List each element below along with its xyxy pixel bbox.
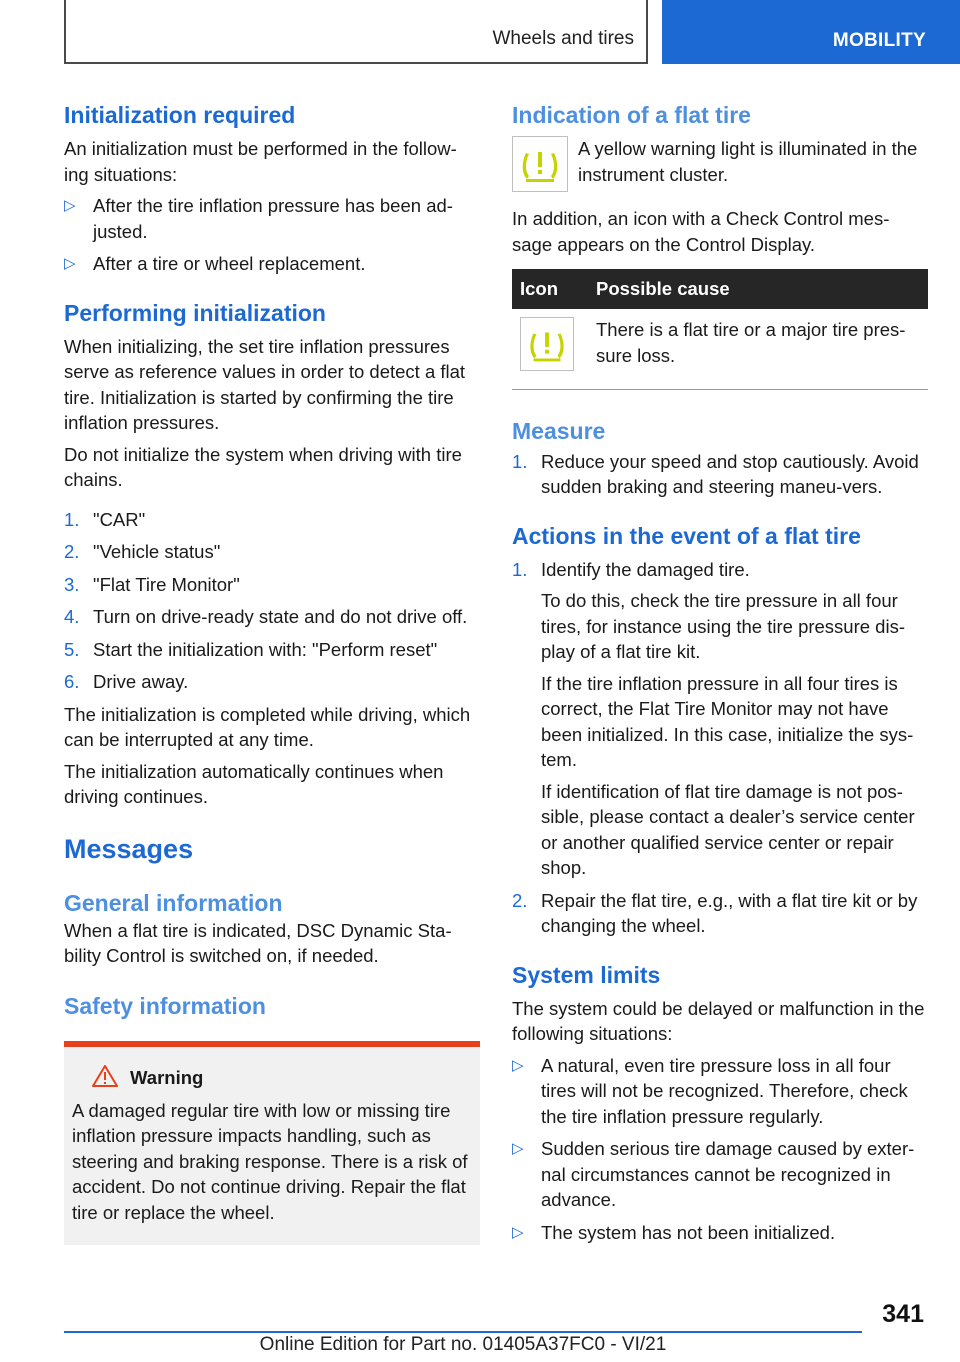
heading-actions-flat-tire: Actions in the event of a flat tire [512, 522, 861, 549]
warning-text: A damaged regular tire with low or missing tire inflation pressure impacts handling, such as steering and braking response. There is a risk of accident. Do not continue driving. Repair the flat tire or replace the wheel. [72, 1099, 468, 1223]
performing-p1: When initializing, the set tire inflation pressures serve as reference values in order to detect a flat tire. Initialization is started by confirming the tire inflation pressures. [64, 335, 466, 433]
warning-label: Warning [130, 1067, 204, 1088]
footer-edition: Online Edition for Part no. 01405A37FC0 - VI/21 [259, 1334, 667, 1355]
table-cell-cause: There is a flat tire or a major tire pres-sure loss. [588, 309, 928, 389]
page-number: 341 [882, 1300, 924, 1328]
performing-p3: The initialization is completed while driving, which can be interrupted at any time. [64, 703, 471, 750]
general-information-text: When a flat tire is indicated, DSC Dynamic Sta-bility Control is switched on, if needed. [64, 919, 452, 966]
possible-cause-table [512, 269, 928, 390]
limits-intro: The system could be delayed or malfunction in the following situations: [512, 997, 925, 1044]
list-item: ▷ After the tire inflation pressure has been ad-justed. [64, 195, 453, 242]
tire-pressure-warning-icon [512, 136, 568, 192]
heading-general-information: General information [64, 889, 283, 916]
table-row [512, 309, 928, 389]
list-item: 6. Drive away. [64, 671, 189, 692]
warning-triangle-icon [92, 1065, 118, 1092]
left-column [64, 100, 480, 1245]
performing-p2: Do not initialize the system when driving with tire chains. [64, 443, 462, 490]
list-item: ▷ A natural, even tire pressure loss in all four tires will not be recognized. Therefore, check the tire inflation pressure regularly. [512, 1054, 908, 1127]
right-column [512, 100, 928, 1252]
header-chapter-tab[interactable] [662, 0, 960, 64]
triangle-right-icon: ▷ [64, 197, 76, 214]
list-item: 2. Repair the flat tire, e.g., with a flat tire kit or by changing the wheel. [512, 889, 918, 936]
heading-indication-flat-tire: Indication of a flat tire [512, 102, 751, 128]
triangle-right-icon: ▷ [512, 1056, 524, 1074]
list-item: 1. Identify the damaged tire. To do this, check the tire pressure in all four tires, for instance using the tire pressure dis-play of a flat tire kit. If the tire inflation pressure in all four tires is correct, the Flat Tire Monitor may not have been initialized. In this case, initialize the sys-tem. If identification of flat tire damage is not pos-sible, please contact a dealer’s service center or another qualified service center or repair shop. [512, 558, 915, 878]
heading-measure: Measure [512, 417, 606, 444]
header-chapter-label: MOBILITY [832, 30, 926, 51]
list-item: ▷ After a tire or wheel replacement. [64, 251, 480, 277]
indication-icon-text: A yellow warning light is illuminated in the instrument cluster. [578, 138, 918, 185]
measure-steps [512, 449, 928, 500]
table-header-row [512, 269, 928, 309]
list-item: 5. Start the initialization with: "Perform reset" [64, 638, 438, 660]
limits-list [512, 1053, 928, 1246]
table-cell-icon [512, 309, 588, 389]
performing-p4: The initialization automatically continues when driving continues. [64, 760, 444, 807]
footer-divider [64, 1331, 862, 1333]
list-item: 4. Turn on drive-ready state and do not drive off. [64, 606, 468, 627]
triangle-right-icon: ▷ [512, 1223, 524, 1241]
warning-box [64, 1041, 480, 1246]
heading-initialization-required: Initialization required [64, 102, 296, 128]
header-section-title: Wheels and tires [492, 28, 634, 49]
tire-pressure-warning-icon [520, 317, 574, 371]
warning-header [72, 1065, 470, 1092]
list-item: 1. Reduce your speed and stop cautiously. Avoid sudden braking and steering maneu-vers. [512, 450, 919, 497]
list-item: 2. "Vehicle status" [64, 541, 221, 562]
table-header-icon: Icon [512, 269, 588, 309]
heading-messages: Messages [64, 833, 194, 864]
list-item: 3. "Flat Tire Monitor" [64, 573, 240, 595]
heading-safety-information: Safety information [64, 992, 266, 1019]
indication-row [512, 136, 928, 192]
triangle-right-icon: ▷ [512, 1140, 524, 1157]
list-item: ▷ Sudden serious tire damage caused by exter-nal circumstances cannot be recognized in advance. [512, 1138, 915, 1210]
init-required-list [64, 193, 480, 277]
list-item: ▷ The system has not been initialized. [512, 1220, 928, 1246]
indication-p1: In addition, an icon with a Check Control mes-sage appears on the Control Display. [512, 208, 890, 255]
triangle-right-icon: ▷ [64, 255, 76, 272]
init-required-intro: An initialization must be performed in the follow-ing situations: [64, 138, 457, 185]
table-header-cause: Possible cause [588, 269, 928, 309]
actions-steps [512, 557, 928, 939]
heading-system-limits: System limits [512, 961, 661, 988]
performing-steps [64, 507, 480, 695]
list-item: 1. "CAR" [64, 508, 146, 530]
heading-performing-initialization: Performing initialization [64, 299, 326, 326]
header-section-box [64, 0, 648, 64]
